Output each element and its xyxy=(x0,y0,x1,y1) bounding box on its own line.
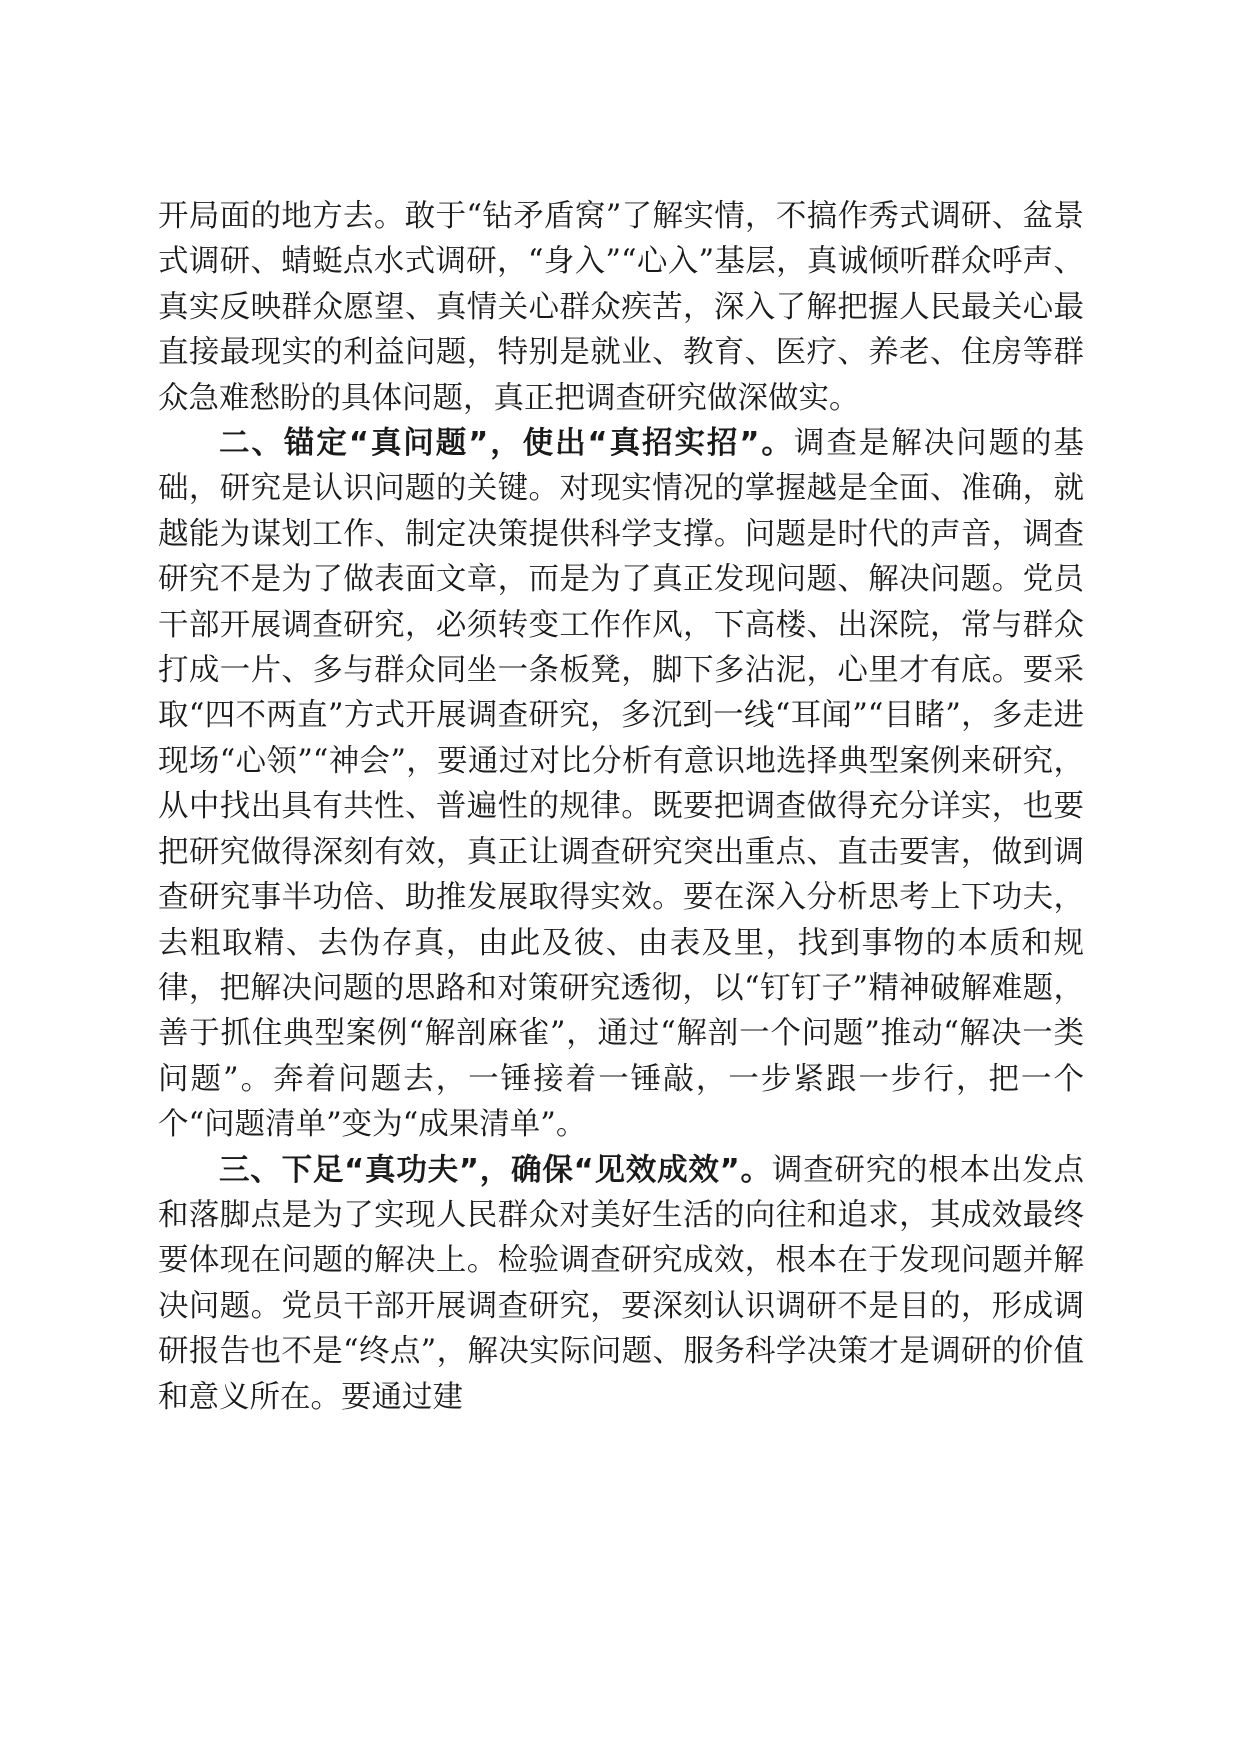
paragraph-section-two xyxy=(158,421,1084,1148)
paragraph-body: 调查研究的根本出发点和落脚点是为了实现人民群众对美好生活的向往和追求，其成效最终要体现在问题的解决上。检验调查研究成效，根本在于发现问题并解决问题。党员干部开展调查研究，要深刻认识调研不是目的，形成调研报告也不是“终点”，解决实际问题、服务科学决策才是调研的价值和意义所在。要通过建 xyxy=(158,1152,1084,1415)
paragraph-continuation xyxy=(158,194,1084,421)
section-heading: 三、下足“真功夫”，确保“见效成效”。 xyxy=(219,1152,772,1188)
paragraph-body: 开局面的地方去。敢于“钻矛盾窝”了解实情，不搞作秀式调研、盆景式调研、蜻蜓点水式调研，“身入”“心入”基层，真诚倾听群众呼声、真实反映群众愿望、真情关心群众疾苦，深入了解把握人民最关心最直接最现实的利益问题，特别是就业、教育、医疗、养老、住房等群众急难愁盼的具体问题，真正把调查研究做深做实。 xyxy=(158,199,1084,416)
document-page xyxy=(158,194,1084,1420)
paragraph-section-three xyxy=(158,1148,1084,1420)
section-heading: 二、锚定“真问题”，使出“真招实招”。 xyxy=(219,426,794,462)
paragraph-body: 调查是解决问题的基础，研究是认识问题的关键。对现实情况的掌握越是全面、准确，就越能为谋划工作、制定决策提供科学支撑。问题是时代的声音，调查研究不是为了做表面文章，而是为了真正发现问题、解决问题。党员干部开展调查研究，必须转变工作作风，下高楼、出深院，常与群众打成一片、多与群众同坐一条板凳，脚下多沾泥，心里才有底。要采取“四不两直”方式开展调查研究，多沉到一线“耳闻”“目睹”，多走进现场“心领”“神会”，要通过对比分析有意识地选择典型案例来研究，从中找出具有共性、普遍性的规律。既要把调查做得充分详实，也要把研究做得深刻有效，真正让调查研究突出重点、直击要害，做到调查研究事半功倍、助推发展取得实效。要在深入分析思考上下功夫，去粗取精、去伪存真，由此及彼、由表及里，找到事物的本质和规律，把解决问题的思路和对策研究透彻，以“钉钉子”精神破解难题，善于抓住典型案例“解剖麻雀”，通过“解剖一个问题”推动“解决一类问题”。奔着问题去，一锤接着一锤敲，一步紧跟一步行，把一个个“问题清单”变为“成果清单”。 xyxy=(158,426,1085,1143)
